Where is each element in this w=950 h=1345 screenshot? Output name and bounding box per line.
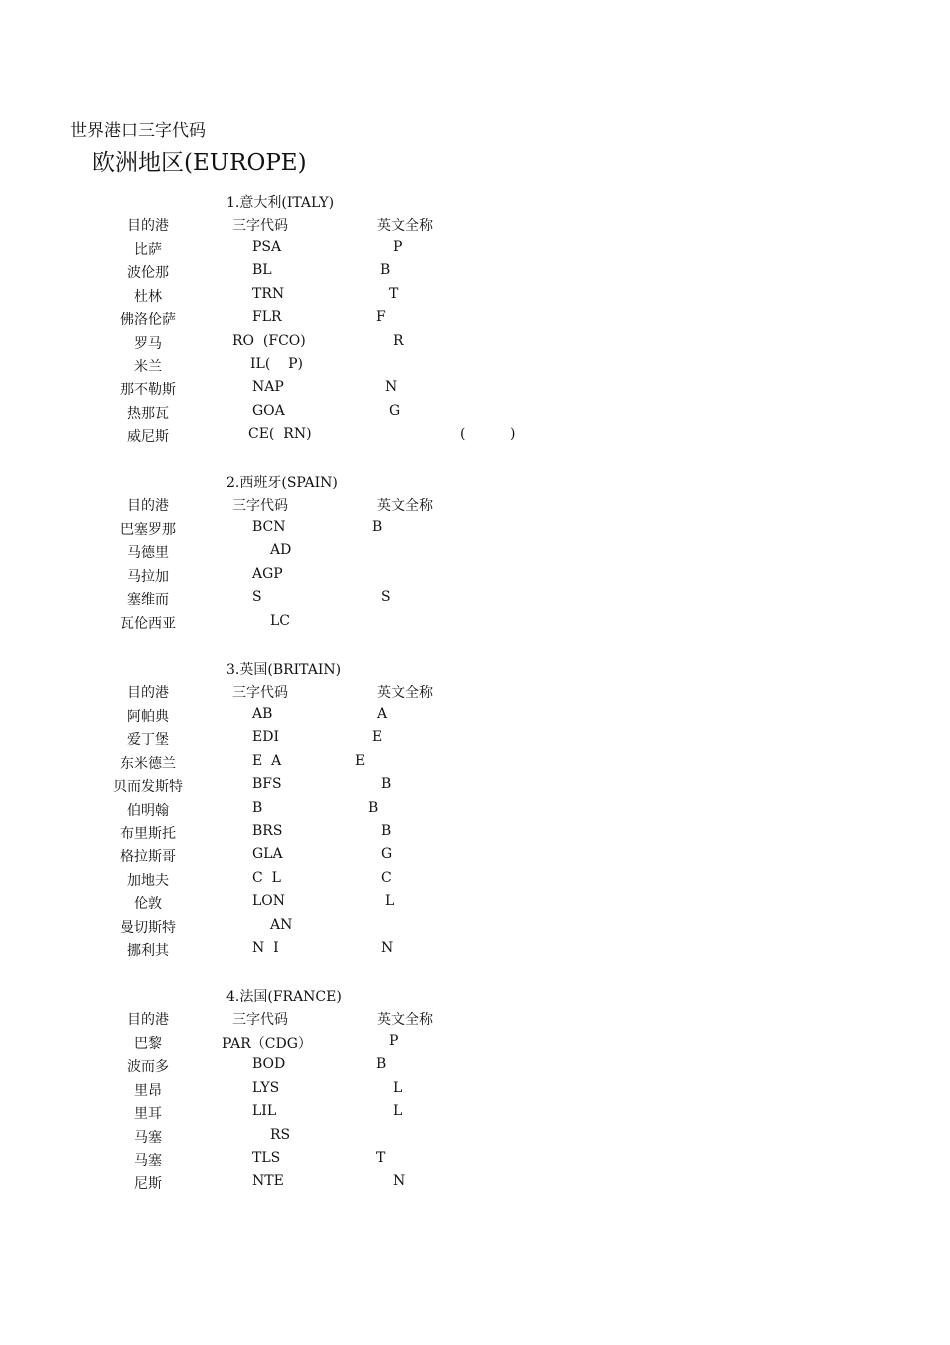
page-title: 世界港口三字代码 xyxy=(70,121,206,141)
port-city: 瓦伦西亚 xyxy=(120,615,176,632)
table-row xyxy=(0,1127,950,1150)
table-row xyxy=(0,940,950,963)
port-english-name: N xyxy=(385,379,398,396)
port-code: TLS xyxy=(252,1150,281,1166)
port-city: 挪利其 xyxy=(127,943,169,959)
port-code: E A xyxy=(252,752,282,769)
header-code: 三字代码 xyxy=(232,498,288,514)
section-title: 3.英国(BRITAIN) xyxy=(226,662,342,678)
port-city: 东米德兰 xyxy=(120,755,176,772)
port-english-name: C xyxy=(381,869,392,886)
port-code: PAR（CDG） xyxy=(222,1036,312,1052)
port-code: BOD xyxy=(252,1056,286,1073)
table-header xyxy=(0,1009,950,1032)
port-city: 波而多 xyxy=(127,1059,169,1076)
port-city: 贝而发斯特 xyxy=(113,779,183,796)
port-city: 巴塞罗那 xyxy=(120,522,176,538)
port-code: BRS xyxy=(252,823,283,839)
port-english-name: N xyxy=(393,1173,406,1190)
table-row xyxy=(0,309,950,332)
port-city: 杜林 xyxy=(134,288,162,305)
header-name: 英文全称 xyxy=(377,1012,433,1028)
table-row xyxy=(0,893,950,916)
port-english-name: L xyxy=(393,1079,403,1096)
port-code: NAP xyxy=(252,379,284,396)
port-code: B xyxy=(252,799,263,816)
port-code: BFS xyxy=(252,776,282,793)
port-english-name: G xyxy=(389,402,401,419)
port-code: C L xyxy=(252,869,281,886)
port-city: 马德里 xyxy=(127,545,169,562)
port-english-name: B xyxy=(381,776,392,793)
port-english-name: A xyxy=(377,706,388,722)
port-english-name: B xyxy=(380,262,391,279)
header-name: 英文全称 xyxy=(377,218,433,234)
header-city: 目的港 xyxy=(127,218,169,234)
header-code: 三字代码 xyxy=(232,1012,288,1028)
port-english-name: E xyxy=(372,729,383,746)
port-city: 马拉加 xyxy=(127,568,169,585)
table-row xyxy=(0,426,950,449)
header-city: 目的港 xyxy=(127,498,169,514)
table-row xyxy=(0,519,950,542)
section-title: 2.西班牙(SPAIN) xyxy=(226,475,338,491)
port-english-name: P xyxy=(389,1033,399,1049)
table-row xyxy=(0,917,950,940)
port-code: RO (FCO) xyxy=(232,332,306,349)
port-code: LON xyxy=(252,893,286,910)
port-code: IL( P) xyxy=(250,356,303,372)
header-city: 目的港 xyxy=(127,1012,169,1028)
port-code: LC xyxy=(270,612,291,629)
table-row xyxy=(0,356,950,379)
section-title: 4.法国(FRANCE) xyxy=(226,989,342,1005)
port-code: LYS xyxy=(252,1079,280,1096)
port-english-name: L xyxy=(393,1103,403,1120)
port-city: 曼切斯特 xyxy=(120,919,176,936)
port-city: 布里斯托 xyxy=(120,826,176,842)
port-city: 比萨 xyxy=(134,242,162,258)
table-row xyxy=(0,729,950,752)
port-code: GLA xyxy=(252,846,283,863)
port-english-name: T xyxy=(389,285,399,302)
port-code: BL xyxy=(252,262,272,279)
port-english-name: E xyxy=(355,752,366,769)
table-row xyxy=(0,613,950,636)
port-english-name: N xyxy=(381,940,394,956)
table-row xyxy=(0,1173,950,1196)
table-row xyxy=(0,800,950,823)
port-city: 马塞 xyxy=(134,1153,162,1169)
port-english-name: P xyxy=(393,239,403,255)
header-name: 英文全称 xyxy=(377,685,433,701)
port-english-name: B xyxy=(381,823,392,839)
port-city: 里昂 xyxy=(134,1082,162,1099)
table-header xyxy=(0,215,950,238)
port-code: LIL xyxy=(252,1103,277,1120)
header-name: 英文全称 xyxy=(377,498,433,514)
port-city: 热那瓦 xyxy=(127,405,169,422)
port-city: 尼斯 xyxy=(134,1176,162,1193)
port-code: PSA xyxy=(252,239,282,255)
port-code: EDI xyxy=(252,729,279,746)
table-row xyxy=(0,379,950,402)
port-english-name: S xyxy=(381,589,391,606)
port-city: 塞维而 xyxy=(127,592,169,609)
header-code: 三字代码 xyxy=(232,685,288,701)
table-row xyxy=(0,870,950,893)
port-code: AD xyxy=(270,542,292,559)
port-city: 威尼斯 xyxy=(127,429,169,446)
table-row xyxy=(0,846,950,869)
table-row xyxy=(0,776,950,799)
port-code: NTE xyxy=(252,1173,284,1190)
port-english-name: R xyxy=(393,332,404,349)
port-city: 佛洛伦萨 xyxy=(120,312,176,329)
port-city: 爱丁堡 xyxy=(127,732,169,749)
port-city: 巴黎 xyxy=(134,1036,162,1052)
table-row xyxy=(0,1103,950,1126)
table-row xyxy=(0,542,950,565)
port-city: 伦敦 xyxy=(134,896,162,913)
port-english-name: G xyxy=(381,846,393,863)
table-row xyxy=(0,566,950,589)
port-city: 格拉斯哥 xyxy=(120,849,176,866)
port-english-name: F xyxy=(376,309,386,326)
table-header xyxy=(0,495,950,518)
table-row xyxy=(0,753,950,776)
header-code: 三字代码 xyxy=(232,218,288,234)
region-title: 欧洲地区(EUROPE) xyxy=(92,150,307,176)
table-row xyxy=(0,286,950,309)
port-code: AB xyxy=(252,706,273,722)
table-row xyxy=(0,1056,950,1079)
table-row xyxy=(0,403,950,426)
port-code: BCN xyxy=(252,519,286,535)
port-city: 那不勒斯 xyxy=(120,382,176,399)
port-english-name: B xyxy=(372,519,383,535)
port-code: FLR xyxy=(252,309,282,326)
table-row xyxy=(0,262,950,285)
port-city: 波伦那 xyxy=(127,265,169,282)
table-row xyxy=(0,1033,950,1056)
port-code: S xyxy=(252,589,262,606)
port-city: 加地夫 xyxy=(127,872,169,889)
port-extra-note: ( ) xyxy=(460,426,516,443)
port-city: 米兰 xyxy=(134,359,162,375)
table-row xyxy=(0,706,950,729)
port-code: AGP xyxy=(252,565,283,582)
port-code: N I xyxy=(252,940,279,956)
port-english-name: B xyxy=(368,799,379,816)
table-row xyxy=(0,1150,950,1173)
port-code: GOA xyxy=(252,402,285,419)
port-code: CE( RN) xyxy=(248,426,312,443)
port-english-name: T xyxy=(376,1150,386,1166)
table-row xyxy=(0,823,950,846)
port-english-name: L xyxy=(385,893,395,910)
table-header xyxy=(0,682,950,705)
port-city: 阿帕典 xyxy=(127,709,169,725)
port-code: TRN xyxy=(252,285,285,302)
port-code: RS xyxy=(270,1126,291,1143)
port-code: AN xyxy=(270,916,293,933)
table-row xyxy=(0,1080,950,1103)
port-english-name: B xyxy=(376,1056,387,1073)
table-row xyxy=(0,589,950,612)
port-city: 马塞 xyxy=(134,1129,162,1146)
port-city: 里耳 xyxy=(134,1106,162,1123)
table-row xyxy=(0,333,950,356)
port-city: 罗马 xyxy=(134,335,162,352)
header-city: 目的港 xyxy=(127,685,169,701)
port-city: 伯明翰 xyxy=(127,802,169,819)
section-title: 1.意大利(ITALY) xyxy=(226,195,335,211)
table-row xyxy=(0,239,950,262)
